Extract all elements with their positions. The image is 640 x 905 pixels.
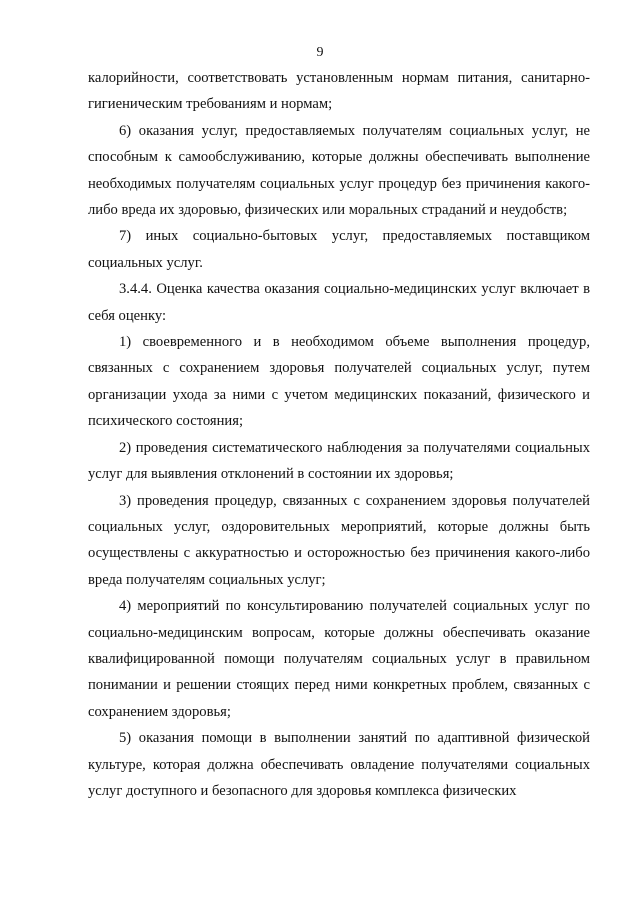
paragraph-item-5: 5) оказания помощи в выполнении занятий по адаптивной физической культуре, которая должна обеспечивать овладение получателями социальных услуг доступного и безопасного для здоровья комплекса физических (88, 730, 590, 799)
page-number: 9 (316, 45, 324, 60)
paragraph-item-1: 1) своевременного и в необходимом объеме выполнения процедур, связанных с сохранением здоровья получателей социальных услуг, путем организации ухода за ними с учетом медицинских показаний, физического и психического состояния; (88, 334, 590, 430)
paragraph-item-4: 4) мероприятий по консультированию получателей социальных услуг по социально-медицинским вопросам, которые должны обеспечивать оказание квалифицированной помощи получателям социальных услуг в правильном понимании и решении стоящих перед ними конкретных проблем, связанных с сохранением здоровья; (88, 598, 590, 720)
paragraph-item-2: 2) проведения систематического наблюдения за получателями социальных услуг для выявления отклонений в состоянии их здоровья; (88, 439, 590, 483)
paragraph-item-7: 7) иных социально-бытовых услуг, предоставляемых поставщиком социальных услуг. (88, 228, 590, 271)
paragraph-item-3: 3) проведения процедур, связанных с сохранением здоровья получателей социальных услуг, оздоровительных мероприятий, которые должны быть осуществлены с аккуратностью и осторожностью без причинения какого-либо вреда получателям социальных услуг; (88, 492, 590, 588)
paragraph-section-3-4-4: 3.4.4. Оценка качества оказания социально-медицинских услуг включает в себя оценку: (88, 281, 590, 324)
paragraph-item-6: 6) оказания услуг, предоставляемых получателям социальных услуг, не способным к самообслуживанию, которые должны обеспечивать выполнение необходимых получателям социальных услуг процедур без причинения какого-либо вреда их здоровью, физических или моральных страданий и неудобств; (88, 122, 590, 219)
document-body (88, 65, 590, 804)
paragraph-continuation: калорийности, соответствовать установленным нормам питания, санитарно-гигиеническим требованиям и нормам; (88, 70, 590, 113)
